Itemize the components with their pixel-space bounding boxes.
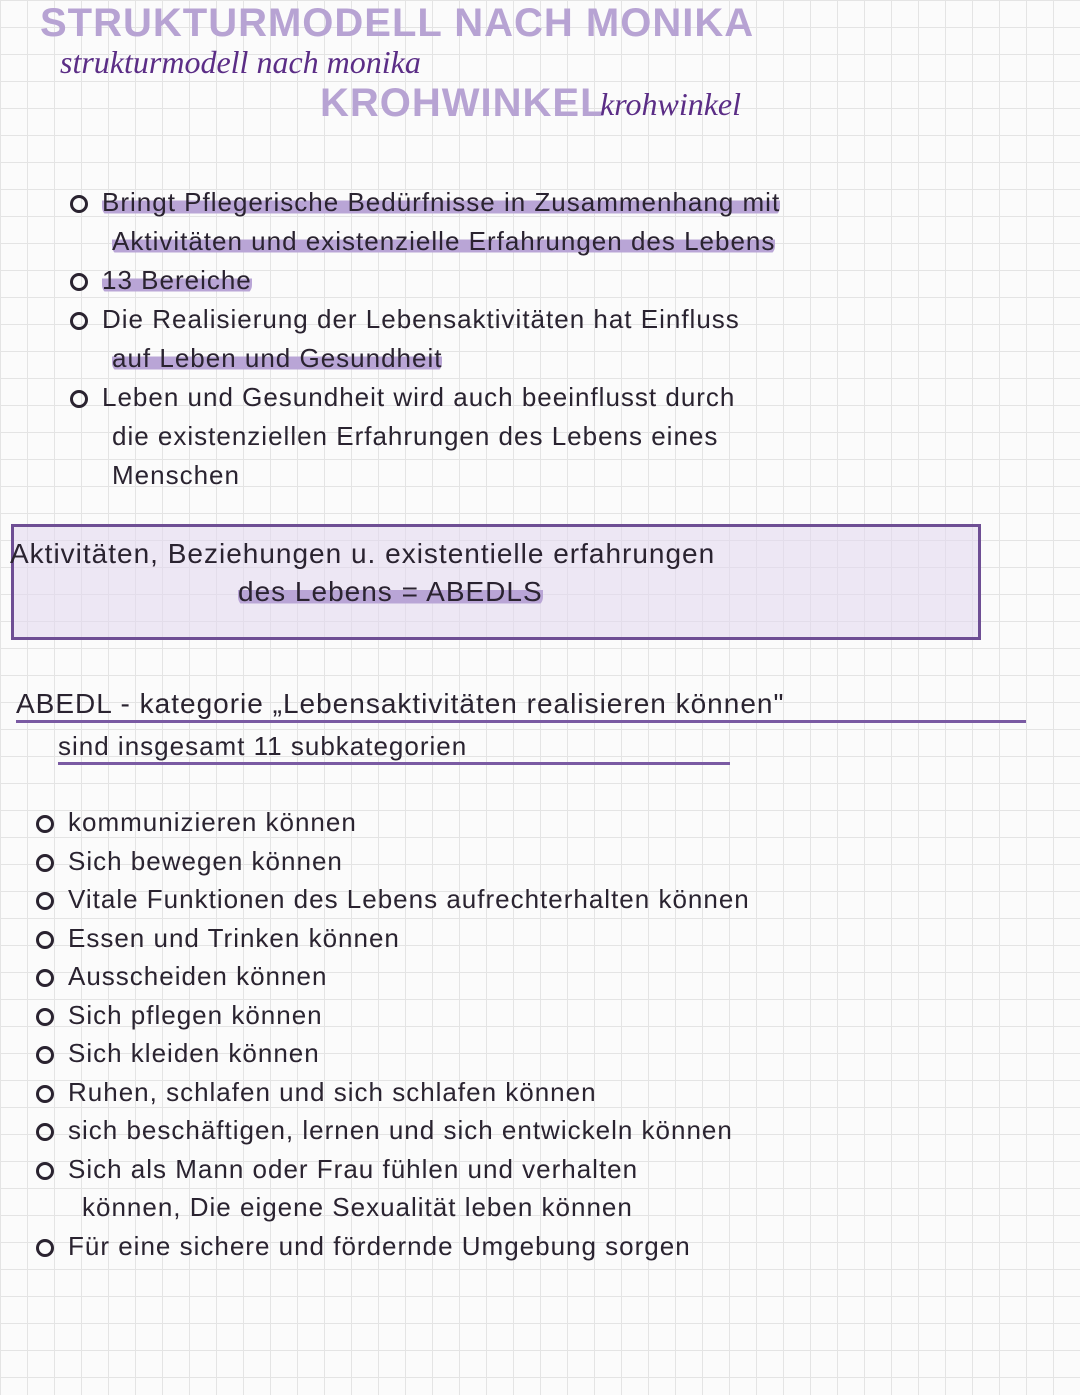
subcategory-text: Sich pflegen können <box>68 999 323 1030</box>
bullet-icon <box>36 1046 54 1064</box>
intro-bullet-1-cont: Aktivitäten und existenzielle Erfahrungen des Lebens <box>112 226 776 256</box>
subcategory-item <box>36 1230 691 1262</box>
bullet-icon <box>36 1085 54 1103</box>
subcategory-item <box>36 883 750 915</box>
bullet-icon <box>36 1162 54 1180</box>
subcategory-text: Sich kleiden können <box>68 1038 320 1068</box>
bullet-icon <box>70 273 88 291</box>
intro-bullet-1: Bringt Pflegerische Bedürfnisse in Zusammenhang mit <box>70 186 780 218</box>
subcategory-text: sich beschäftigen, lernen und sich entwickeln können <box>68 1115 733 1145</box>
subcategory-text: Ruhen, schlafen und sich schlafen können <box>68 1076 597 1107</box>
subcategory-item <box>36 1153 638 1185</box>
bullet-icon <box>70 195 88 213</box>
subcategory-item-cont <box>82 1191 633 1223</box>
subcategory-item <box>36 806 357 838</box>
subcategory-text: Ausscheiden können <box>68 961 328 991</box>
subcategory-item <box>36 960 327 992</box>
subcategory-item <box>36 1037 320 1069</box>
definition-line2: des Lebens = ABEDLS <box>238 576 543 607</box>
bullet-icon <box>36 931 54 949</box>
subcategory-text: kommunizieren können <box>68 807 357 837</box>
title-script-line2: krohwinkel <box>600 86 741 122</box>
bullet-icon <box>70 312 88 330</box>
subcategory-text: Sich bewegen können <box>68 845 343 876</box>
intro-bullet-4-cont2: Menschen <box>112 460 240 490</box>
intro-bullet-2: 13 Bereiche <box>70 264 252 296</box>
subcategory-item <box>36 999 323 1031</box>
subcategory-text: können, Die eigene Sexualität leben können <box>82 1192 633 1222</box>
intro-bullet-3: Die Realisierung der Lebensaktivitäten hat Einfluss <box>70 303 740 335</box>
subcategory-text: Vitale Funktionen des Lebens aufrechterhalten können <box>68 884 750 914</box>
bullet-icon <box>36 1008 54 1026</box>
bullet-icon <box>36 969 54 987</box>
bullet-icon <box>36 1239 54 1257</box>
subcategory-item <box>36 1076 597 1108</box>
bullet-icon <box>36 1123 54 1141</box>
title-block-line2: KROHWINKEL <box>320 81 606 125</box>
intro-bullet-4-cont: die existenziellen Erfahrungen des Lebens eines <box>112 421 719 451</box>
intro-bullet-4: Leben und Gesundheit wird auch beeinflusst durch <box>70 381 735 413</box>
subcategory-text: Für eine sichere und fördernde Umgebung sorgen <box>68 1230 691 1261</box>
title-block-line1: STRUKTURMODELL NACH MONIKA <box>40 1 755 45</box>
bullet-icon <box>36 854 54 872</box>
bullet-icon <box>70 390 88 408</box>
category-subheading: sind insgesamt 11 subkategorien <box>58 730 730 765</box>
subcategory-text: Sich als Mann oder Frau fühlen und verhalten <box>68 1153 639 1184</box>
category-heading: ABEDL - kategorie „Lebensaktivitäten realisieren können" <box>16 688 1026 723</box>
subcategory-item <box>36 922 400 954</box>
bullet-icon <box>36 892 54 910</box>
subcategory-item <box>36 1114 733 1146</box>
subcategory-text: Essen und Trinken können <box>68 922 400 953</box>
subcategory-item <box>36 845 343 877</box>
intro-bullet-3-cont: auf Leben und Gesundheit <box>112 343 443 373</box>
definition-line1: Aktivitäten, Beziehungen u. existentielle erfahrungen <box>10 538 716 569</box>
bullet-icon <box>36 815 54 833</box>
title-script-line1: strukturmodell nach monika <box>60 44 421 80</box>
